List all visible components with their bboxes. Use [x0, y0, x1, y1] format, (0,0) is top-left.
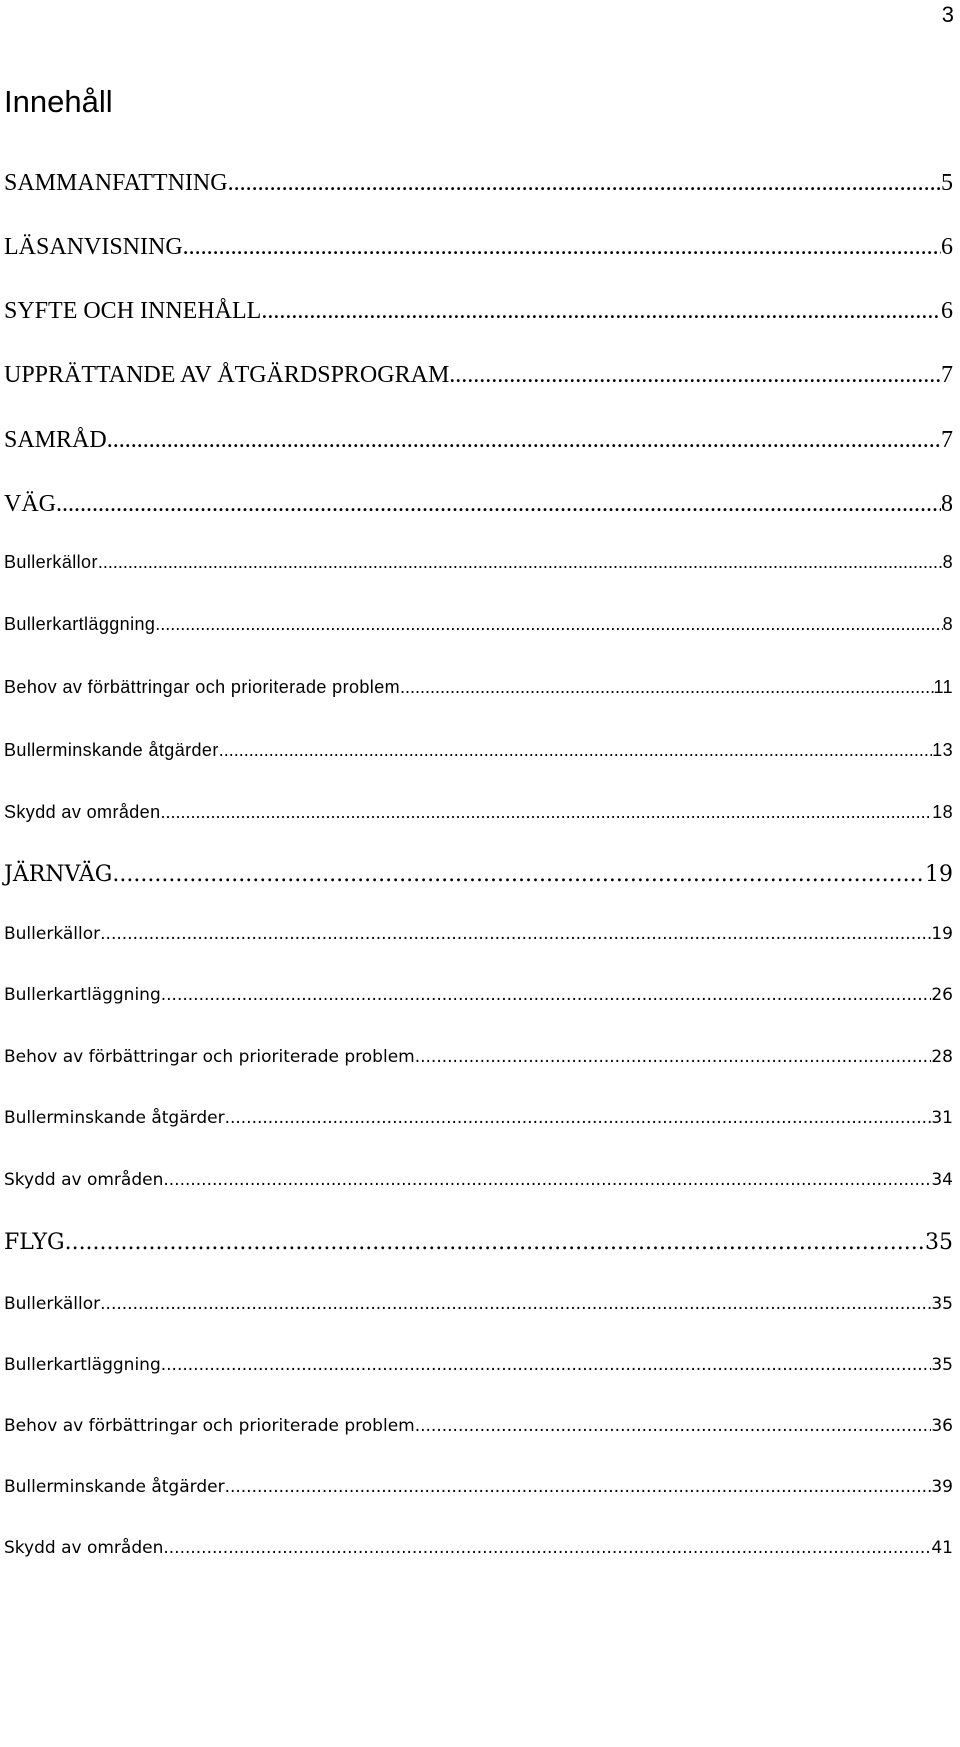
toc-entry-label: FLYG	[4, 1230, 65, 1255]
toc-title: Innehåll	[4, 84, 113, 119]
toc-entry-label: VÄG	[4, 491, 56, 517]
toc-entry[interactable]	[4, 1294, 953, 1314]
toc-entry[interactable]	[4, 491, 953, 518]
toc-dot-leader	[400, 677, 934, 698]
toc-dot-leader	[107, 427, 941, 454]
toc-entry[interactable]	[4, 862, 953, 887]
toc-entry-page: 28	[931, 1047, 953, 1067]
toc-dot-leader	[161, 985, 932, 1005]
toc-entry-page: 6	[941, 234, 953, 260]
toc-entry-page: 18	[932, 802, 953, 822]
toc-entry-page: 35	[925, 1230, 953, 1255]
toc-entry-label: JÄRNVÄG	[4, 862, 113, 887]
toc-entry-label: Behov av förbättringar och prioriterade problem	[4, 1047, 415, 1067]
toc-entry[interactable]	[4, 1416, 953, 1436]
toc-entry-page: 5	[941, 170, 953, 196]
toc-entry-label: Bullerkällor	[4, 1294, 101, 1314]
toc-entry-page: 19	[925, 862, 953, 887]
toc-entry[interactable]	[4, 1538, 953, 1558]
toc-entry[interactable]	[4, 1230, 953, 1255]
toc-entry-label: Skydd av områden	[4, 802, 161, 822]
toc-entry[interactable]	[4, 427, 953, 454]
toc-entry-label: Skydd av områden	[4, 1170, 164, 1190]
toc-entry-label: Skydd av områden	[4, 1538, 164, 1558]
toc-entry-label: Bullerminskande åtgärder	[4, 1108, 225, 1128]
toc-entry-page: 8	[941, 491, 953, 517]
toc-dot-leader	[112, 862, 925, 887]
toc-dot-leader	[100, 1294, 931, 1314]
toc-dot-leader	[415, 1416, 932, 1436]
toc-entry-label: SAMMANFATTNING	[4, 170, 228, 196]
toc-entry-page: 13	[932, 740, 953, 760]
toc-entry[interactable]	[4, 802, 953, 823]
toc-dot-leader	[219, 740, 932, 761]
toc-entry-label: LÄSANVISNING	[4, 234, 183, 260]
toc-entry[interactable]	[4, 362, 953, 389]
toc-dot-leader	[261, 298, 941, 325]
page-number: 3	[941, 2, 954, 27]
toc-entry[interactable]	[4, 740, 953, 761]
toc-dot-leader	[449, 362, 941, 389]
toc-entry-page: 11	[933, 677, 953, 697]
toc-entry-page: 39	[931, 1477, 953, 1497]
toc-entry-page: 7	[941, 427, 953, 453]
toc-entry-page: 41	[931, 1538, 953, 1558]
toc-entry-label: Bullerkällor	[4, 552, 98, 572]
toc-entry-label: Bullerkartläggning	[4, 1355, 161, 1375]
toc-entry[interactable]	[4, 170, 953, 197]
toc-entry-page: 34	[931, 1170, 953, 1190]
toc-entry-page: 35	[931, 1355, 953, 1375]
table-of-contents	[4, 0, 953, 1747]
toc-entry-label: UPPRÄTTANDE AV ÅTGÄRDSPROGRAM	[4, 362, 450, 388]
toc-dot-leader	[228, 170, 941, 197]
toc-entry[interactable]	[4, 552, 953, 573]
toc-entry-page: 6	[941, 298, 953, 324]
toc-dot-leader	[161, 1355, 932, 1375]
toc-dot-leader	[163, 1170, 931, 1190]
toc-entry-label: Bullerminskande åtgärder	[4, 1477, 225, 1497]
toc-entry-page: 26	[931, 985, 953, 1005]
toc-entry-label: Behov av förbättringar och prioriterade problem	[4, 1416, 415, 1436]
toc-entry[interactable]	[4, 614, 953, 635]
toc-dot-leader	[98, 552, 943, 573]
toc-dot-leader	[183, 234, 941, 261]
toc-entry[interactable]	[4, 234, 953, 261]
toc-entry-label: Bullerkällor	[4, 924, 101, 944]
toc-entry[interactable]	[4, 985, 953, 1005]
toc-dot-leader	[225, 1477, 932, 1497]
toc-dot-leader	[100, 924, 931, 944]
toc-entry-page: 19	[931, 924, 953, 944]
toc-dot-leader	[225, 1108, 932, 1128]
toc-dot-leader	[160, 802, 932, 823]
toc-entry-label: Bullerkartläggning	[4, 614, 156, 634]
toc-entry-page: 7	[941, 362, 953, 388]
toc-entry-label: SAMRÅD	[4, 427, 107, 453]
toc-entry[interactable]	[4, 298, 953, 325]
toc-entry[interactable]	[4, 677, 953, 698]
toc-entry-page: 36	[931, 1416, 953, 1436]
toc-entry[interactable]	[4, 1355, 953, 1375]
toc-entry-page: 8	[942, 614, 953, 634]
toc-entry[interactable]	[4, 1170, 953, 1190]
toc-entry[interactable]	[4, 1108, 953, 1128]
toc-entry-label: Behov av förbättringar och prioriterade problem	[4, 677, 400, 697]
toc-entry-label: Bullerminskande åtgärder	[4, 740, 219, 760]
toc-dot-leader	[415, 1047, 932, 1067]
toc-entry[interactable]	[4, 1047, 953, 1067]
toc-entry-page: 8	[942, 552, 953, 572]
toc-entry[interactable]	[4, 1477, 953, 1497]
toc-dot-leader	[56, 491, 941, 518]
toc-entry-page: 31	[931, 1108, 953, 1128]
toc-entry-label: SYFTE OCH INNEHÅLL	[4, 298, 262, 324]
toc-dot-leader	[163, 1538, 931, 1558]
toc-entry-page: 35	[931, 1294, 953, 1314]
toc-dot-leader	[155, 614, 942, 635]
toc-entry-label: Bullerkartläggning	[4, 985, 161, 1005]
toc-dot-leader	[65, 1230, 925, 1255]
toc-entry[interactable]	[4, 924, 953, 944]
